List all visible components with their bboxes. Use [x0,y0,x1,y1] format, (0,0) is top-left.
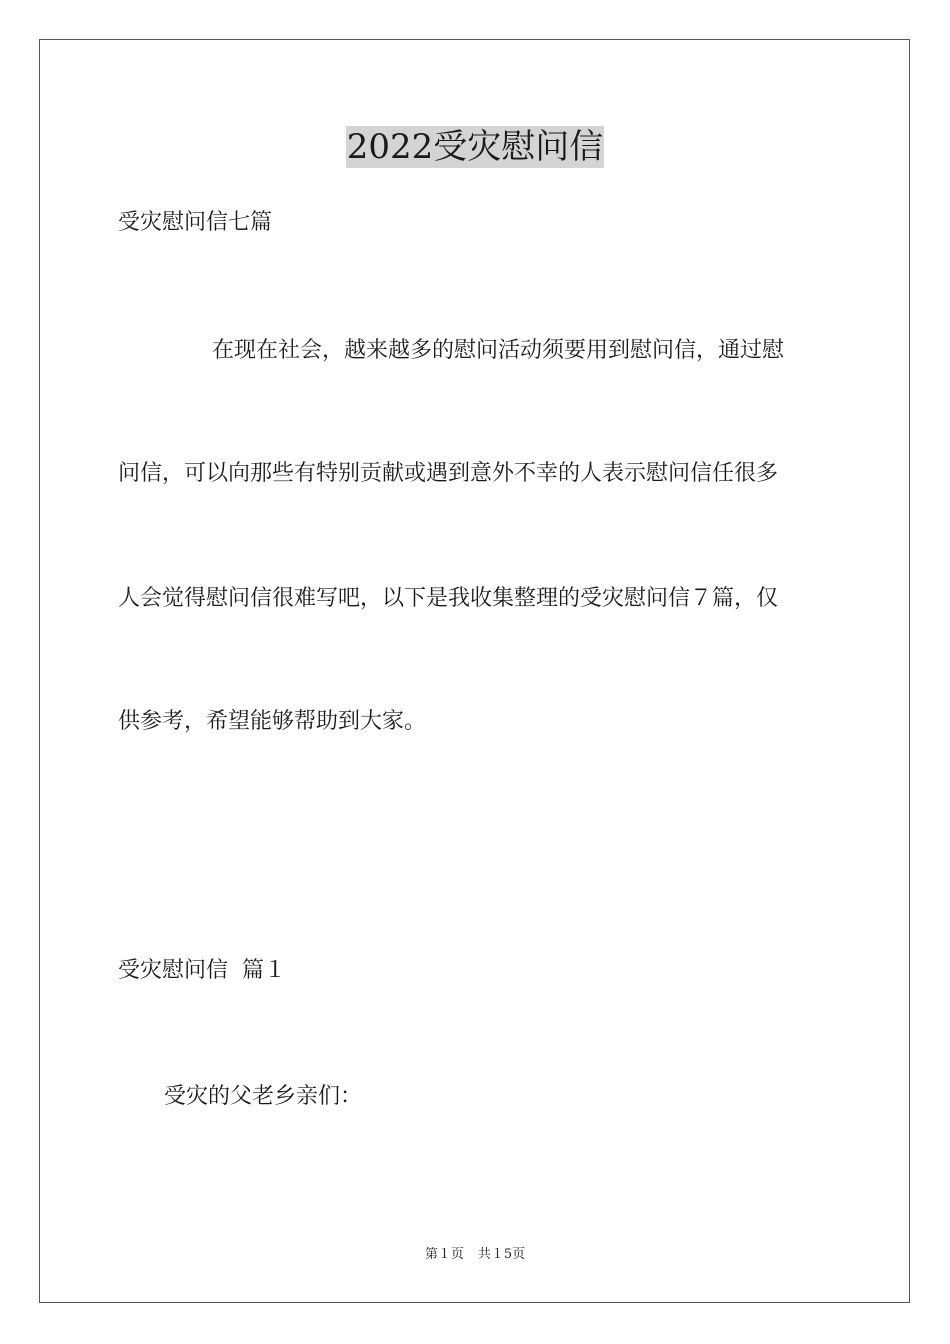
intro-line-4: 供参考，希望能够帮助到大家。 [118,709,427,734]
page-total: 共１5页 [477,1247,526,1262]
page-number: 第１页 [424,1247,464,1262]
intro-line-2: 问信，可以向那些有特别贡献或遇到意外不幸的人表示慰问信任很多 [118,461,779,486]
intro-line-3: 人会觉得慰问信很难写吧，以下是我收集整理的受灾慰问信７篇，仅 [118,586,779,611]
page-footer [0,1246,950,1264]
intro-line-1: 在现在社会，越来越多的慰问活动须要用到慰问信，通过慰 [212,338,785,363]
salutation: 受灾的父老乡亲们： [164,1084,363,1109]
document-subtitle: 受灾慰问信七篇 [118,210,273,235]
section-heading: 受灾慰问信 篇１ [118,958,286,983]
document-title: 2022受灾慰问信 [346,127,604,167]
title-container [0,126,950,168]
